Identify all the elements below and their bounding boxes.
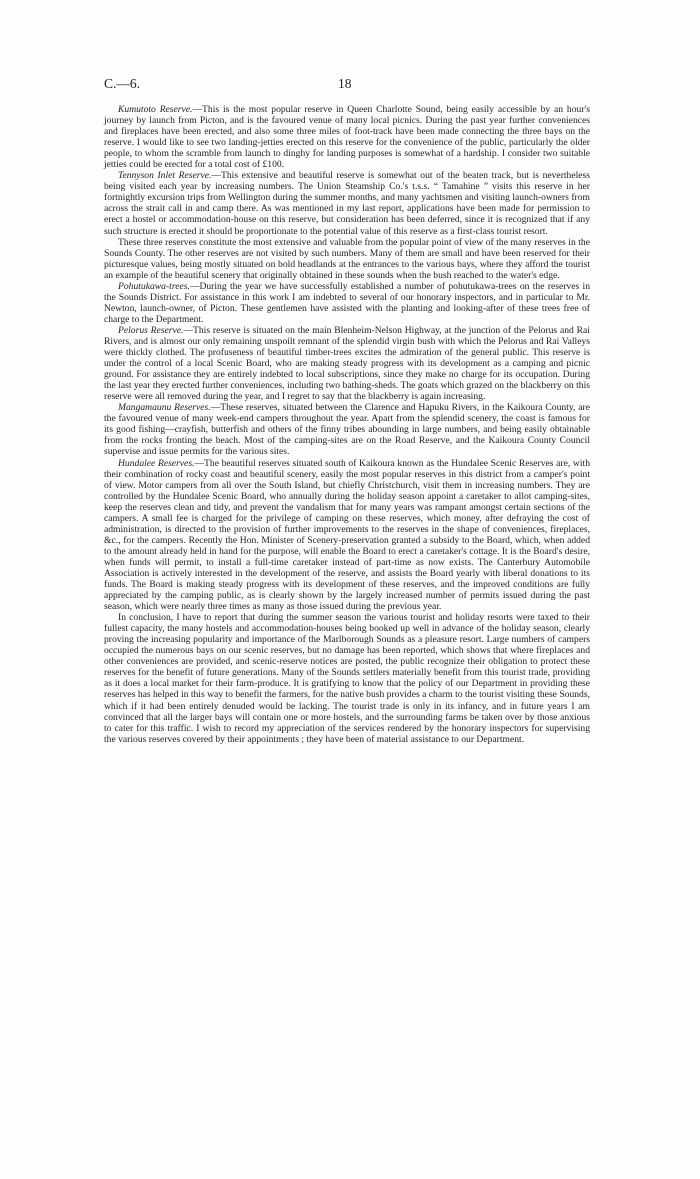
paragraph-heading: Hundalee Reserves.	[118, 457, 195, 469]
page-number: 18	[338, 76, 352, 91]
paragraph-tennyson-inlet	[104, 170, 590, 236]
paragraph-three-reserves	[104, 237, 590, 281]
document-reference: C.—6.	[104, 76, 141, 91]
document-page	[104, 76, 590, 745]
document-body	[104, 104, 590, 745]
paragraph-heading: Tennyson Inlet Reserve.	[118, 170, 212, 182]
paragraph-heading: Mangamaunu Reserves.	[118, 402, 211, 414]
paragraph-conclusion	[104, 612, 590, 745]
paragraph-text: —This is the most popular reserve in Queen Charlotte Sound, being easily accessible by an hour's journey by launch from Picton, and is the favoured venue of many local picnics. During the past year further conveniences and fireplaces have been erected, and also some three miles of foot-track have been made connecting the three bays on the reserve. I would like to see two landing-jetties erected on this reserve for the convenience of the public, particularly the older people, to whom the scramble from launch to dinghy for landing purposes is somewhat of a hardship. I consider two suitable jetties could be erected for a total cost of £100.	[104, 104, 590, 171]
paragraph-mangamaunu	[104, 402, 590, 457]
paragraph-text: In conclusion, I have to report that during the summer season the various tourist and holiday resorts were taxed to their fullest capacity, the many hostels and accommodation-houses being booked up well in advance of the holiday season, clearly proving the increasing popularity and importance of the Marlborough Sounds as a pleasure resort. Large numbers of campers occupied the numerous bays on our scenic reserves, but no damage has been reported, which shows that where fireplaces and other conveniences are provided, and scenic-reserve notices are posted, the public recognize their obligation to protect these reserves for the benefit of future generations. Many of the Sounds settlers materially benefit from this tourist trade, providing as it does a local market for their farm-produce. It is gratifying to know that the policy of our Department in providing these reserves has helped in this way to benefit the farmers, for the native bush provides a charm to the tourist visiting these Sounds, which if it had been entirely denuded would be lacking. The tourist trade is only in its infancy, and in future years I am convinced that all the larger bays will contain one or more hostels, and the surrounding farms be taken over by those anxious to cater for this traffic. I wish to record my appreciation of the services rendered by the honorary inspectors for supervising the various reserves covered by their appointments ; they have been of material assistance to our Department.	[104, 612, 590, 745]
paragraph-heading: Pohutukawa-trees.	[118, 280, 190, 292]
paragraph-text: —This extensive and beautiful reserve is somewhat out of the beaten track, but is nevertheless being visited each year by increasing numbers. The Union Steamship Co.'s t.s.s. “ Tamahine ” visits this reserve in her fortnightly excursion trips from Wellington during the summer months, and many yachtsmen and visiting launch-owners from across the strait call in and camp there. As was mentioned in my last report, applications have been made for permission to erect a hostel or accommodation-house on this reserve, but consideration has been deferred, since it is recognized that if any such structure is erected it should be proportionate to the potential value of this reserve as a first-class tourist resort.	[104, 170, 591, 237]
paragraph-text: —These reserves, situated between the Clarence and Hapuku Rivers, in the Kaikoura County, are the favoured venue of many week-end campers throughout the year. Apart from the splendid scenery, the coast is famous for its good fishing—crayfish, butterfish and others of the finny tribes abounding in large numbers, and being easily obtainable from the rocks fronting the beach. Most of the camping-sites are on the Road Reserve, and the Kaikoura County Council supervise and issue permits for the various sites.	[104, 402, 590, 458]
paragraph-pohutukawa	[104, 281, 590, 325]
paragraph-hundalee	[104, 458, 590, 613]
paragraph-heading: Pelorus Reserve.	[118, 324, 184, 336]
paragraph-text: —The beautiful reserves situated south of Kaikoura known as the Hundalee Scenic Reserves are, with their combination of rocky coast and beautiful scenery, easily the most popular reserves in this district from a camper's point of view. Motor campers from all over the South Island, but chiefly Christchurch, visit them in increasing numbers. They are controlled by the Hundalee Scenic Board, who annually during the holiday season appoint a caretaker to allot camping-sites, keep the reserves clean and tidy, and prevent the vandalism that for many years was rampant amongst certain sections of the campers. A small fee is charged for the privilege of camping on these reserves, which money, after defraying the cost of administration, is directed to the provision of further improvements to the reserves in the shape of conveniences, fireplaces, &c., for the campers. Recently the Hon. Minister of Scenery-preservation granted a subsidy to the Board, which, when added to the amount already held in hand for the purpose, will enable the Board to erect a caretaker's cottage. It is the Board's desire, when funds will permit, to install a full-time caretaker instead of part-time as now exists. The Canterbury Automobile Association is actively interested in the development of the reserve, and assists the Board yearly with liberal donations to its funds. The Board is making steady progress with its development of these reserves, and the improved conditions are fully appreciated by the camping public, as is clearly shown by the largely increased number of permits issued during the past season, which were nearly three times as many as those issued during the previous year.	[104, 457, 590, 613]
paragraph-pelorus	[104, 325, 590, 402]
page-header	[104, 76, 590, 98]
paragraph-heading: Kumutoto Reserve.	[118, 104, 193, 115]
paragraph-kumutoto	[104, 104, 590, 170]
paragraph-text: These three reserves constitute the most extensive and valuable from the popular point of view of the many reserves in the Sounds County. The other reserves are not visited by such numbers. Many of them are small and have been reserved for their picturesque values, being mostly situated on bold headlands at the entrances to the various bays, where they afford the tourist an example of the beautiful scenery that originally obtained in these sounds when the bush reached to the water's edge.	[104, 236, 590, 281]
paragraph-text: —During the year we have successfully established a number of pohutukawa-trees on the reserves in the Sounds District. For assistance in this work I am indebted to several of our honorary inspectors, and in particular to Mr. Newton, launch-owner, of Picton. These gentlemen have assisted with the planting and looking-after of these trees free of charge to the Department.	[104, 280, 590, 325]
paragraph-text: —This reserve is situated on the main Blenheim-Nelson Highway, at the junction of the Pelorus and Rai Rivers, and is almost our only remaining unspoilt remnant of the splendid virgin bush with which the Pelorus and Rai Valleys were thickly clothed. The profuseness of beautiful timber-trees excites the admiration of the general public. This reserve is under the control of a local Scenic Board, who are making steady progress with its development as a camping and picnic ground. For assistance they are entirely indebted to local subscriptions, since they make no charge for its occupation. During the last year they erected further conveniences, including two bathing-sheds. The goats which grazed on the blackberry on this reserve were all removed during the year, and I regret to say that the blackberry is again increasing.	[104, 324, 590, 403]
